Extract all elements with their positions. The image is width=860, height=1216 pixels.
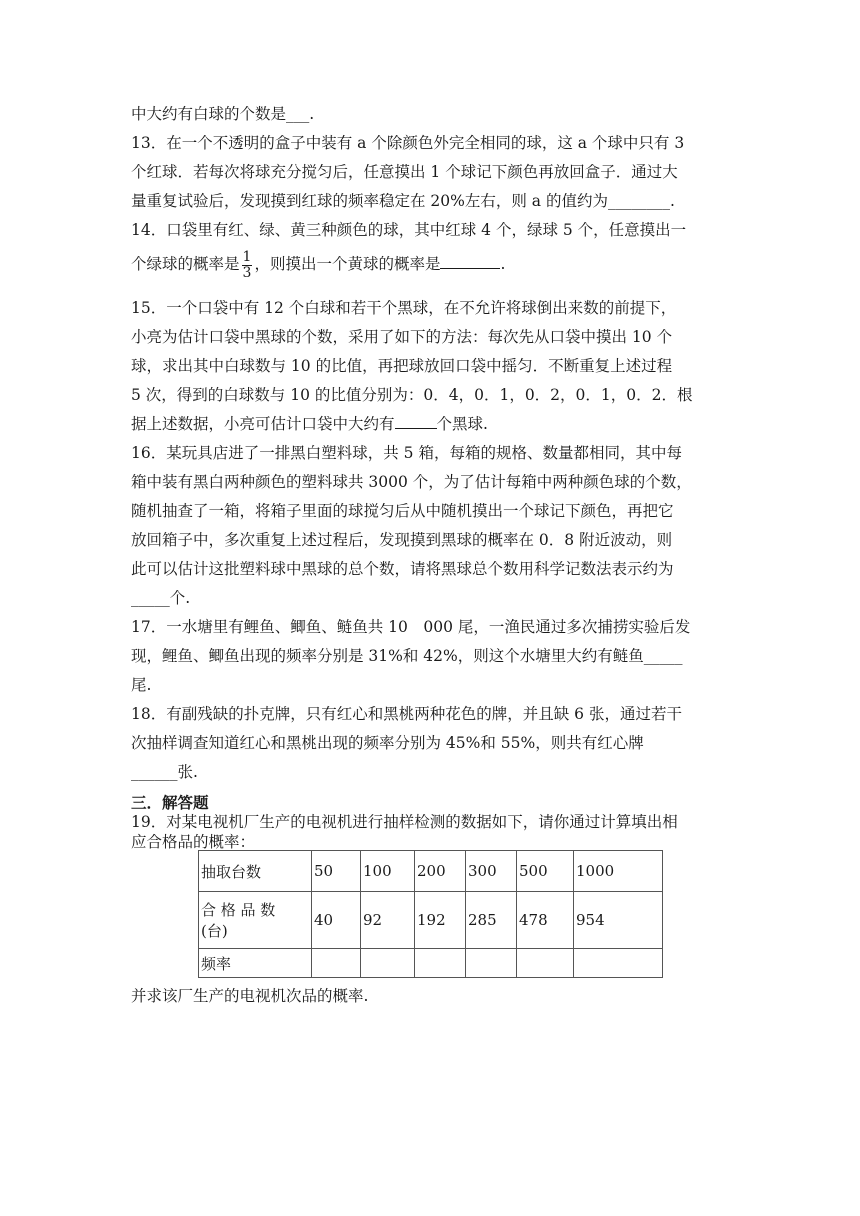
text-line: 5 次，得到的白球数与 10 的比值分别为：0．4，0．1，0．2，0．1，0．2．根 <box>131 386 693 404</box>
text-line: 次抽样调查知道红心和黑桃出现的频率分别为 45%和 55%，则共有红心牌 <box>131 734 644 752</box>
row-header: 抽取台数 <box>199 851 312 892</box>
text-segment: 个黑球. <box>436 415 488 433</box>
text-line: 此可以估计这批塑料球中黑球的总个数，请将黑球总个数用科学记数法表示约为 <box>131 560 674 578</box>
table-cell <box>574 949 663 978</box>
table-row <box>199 949 663 978</box>
table-cell: 954 <box>574 892 663 949</box>
text-line: 量重复试验后，发现摸到红球的频率稳定在 20%左右，则 a 的值约为________. <box>131 192 675 210</box>
text-segment: 个绿球的概率是 <box>131 255 240 273</box>
table-cell <box>415 949 466 978</box>
table-cell <box>466 949 517 978</box>
table-cell: 478 <box>517 892 574 949</box>
table-cell: 200 <box>415 851 466 892</box>
question-19-line: 19．对某电视机厂生产的电视机进行抽样检测的数据如下，请你通过计算填出相 <box>131 813 678 831</box>
row-header-line: 合 格 品 数 <box>201 901 276 919</box>
fraction-denominator: 3 <box>242 264 252 281</box>
text-segment: . <box>500 255 506 273</box>
text-line: 小亮为估计口袋中黑球的个数，采用了如下的方法：每次先从口袋中摸出 10 个 <box>131 328 673 346</box>
fraction-numerator: 1 <box>242 248 252 265</box>
text-line: 随机抽查了一箱，将箱子里面的球搅匀后从中随机摸出一个球记下颜色，再把它 <box>131 502 674 520</box>
question-17-line: 17．一水塘里有鲤鱼、鲫鱼、鲢鱼共 10 000 尾，一渔民通过多次捕捞实验后发 <box>131 618 691 636</box>
question-19-line-2: 应合格品的概率： <box>131 833 256 851</box>
text-line: 球，求出其中白球数与 10 的比值，再把球放回口袋中摇匀．不断重复上述过程 <box>131 357 673 375</box>
question-16-line: 16．某玩具店进了一排黑白塑料球，共 5 箱，每箱的规格、数量都相同，其中每 <box>131 444 682 462</box>
answer-blank <box>395 414 437 429</box>
text-segment: ，则摸出一个黄球的概率是 <box>254 255 441 273</box>
table-cell: 192 <box>415 892 466 949</box>
question-14-line: 14．口袋里有红、绿、黄三种颜色的球，其中红球 4 个，绿球 5 个，任意摸出一 <box>131 221 687 239</box>
question-14-line-2 <box>131 247 505 281</box>
table-cell: 40 <box>312 892 361 949</box>
table-row <box>199 851 663 892</box>
question-19-followup: 并求该厂生产的电视机次品的概率. <box>131 987 369 1005</box>
text-line: 现，鲤鱼、鲫鱼出现的频率分别是 31%和 42%，则这个水塘里大约有鲢鱼_____ <box>131 647 683 665</box>
table-row <box>199 892 663 949</box>
text-line: _____个. <box>131 589 191 607</box>
question-15-last-line <box>131 414 488 434</box>
answer-blank <box>440 254 500 269</box>
text-line: 个红球．若每次将球充分搅匀后，任意摸出 1 个球记下颜色再放回盒子．通过大 <box>131 163 678 181</box>
text-line: 尾. <box>131 676 152 694</box>
row-header <box>199 892 312 949</box>
question-13-line: 13．在一个不透明的盒子中装有 a 个除颜色外完全相同的球，这 a 个球中只有 3 <box>131 134 685 152</box>
table-cell: 285 <box>466 892 517 949</box>
text-line: 中大约有白球的个数是___. <box>131 105 315 123</box>
table-cell: 500 <box>517 851 574 892</box>
row-header: 频率 <box>199 949 312 978</box>
text-line: ______张. <box>131 763 198 781</box>
row-header-line: (台) <box>201 922 228 940</box>
table-cell: 92 <box>361 892 415 949</box>
table-cell <box>361 949 415 978</box>
data-table <box>198 850 663 978</box>
table-cell: 50 <box>312 851 361 892</box>
table-cell: 1000 <box>574 851 663 892</box>
section-title: 三．解答题 <box>131 794 209 812</box>
table-cell: 300 <box>466 851 517 892</box>
text-segment: 据上述数据，小亮可估计口袋中大约有 <box>131 415 395 433</box>
text-line: 放回箱子中，多次重复上述过程后，发现摸到黑球的概率在 0．8 附近波动，则 <box>131 531 673 549</box>
table-cell: 100 <box>361 851 415 892</box>
table-cell <box>312 949 361 978</box>
table-cell <box>517 949 574 978</box>
question-15-line: 15．一个口袋中有 12 个白球和若干个黑球，在不允许将球倒出来数的前提下， <box>131 299 677 317</box>
question-18-line: 18．有副残缺的扑克牌，只有红心和黑桃两种花色的牌，并且缺 6 张，通过若干 <box>131 705 682 723</box>
text-line: 箱中装有黑白两种颜色的塑料球共 3000 个，为了估计每箱中两种颜色球的个数， <box>131 473 692 491</box>
fraction <box>242 250 253 281</box>
